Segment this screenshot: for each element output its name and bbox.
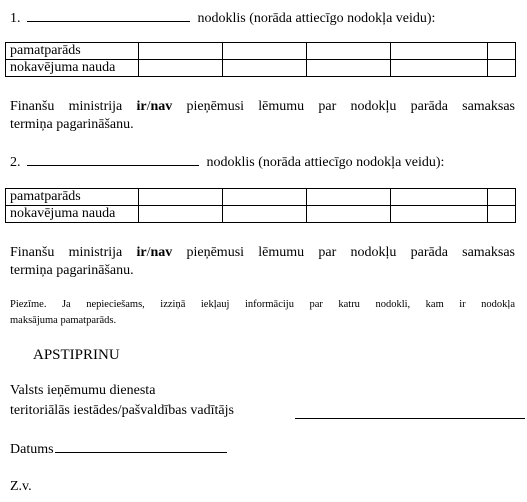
section-1-header [10, 9, 435, 27]
row-label-late-fee: nokavējuma nauda [6, 60, 139, 77]
table-cell[interactable] [223, 206, 307, 223]
table-cell[interactable] [391, 206, 488, 223]
approval-heading: APSTIPRINU [33, 347, 120, 363]
table-cell[interactable] [307, 60, 391, 77]
statement-line-1 [10, 244, 515, 262]
section-1-number: 1. [10, 11, 21, 26]
statement-line-2: termiņa pagarināšanu. [10, 117, 134, 132]
section-2-statement [10, 244, 515, 280]
statement-line-2: termiņa pagarināšanu. [10, 263, 134, 278]
table-cell[interactable] [488, 206, 516, 223]
table-cell[interactable] [139, 60, 223, 77]
table-cell[interactable] [139, 43, 223, 60]
section-2-header [10, 153, 444, 171]
table-row [6, 60, 516, 77]
signature-line[interactable] [295, 418, 525, 419]
statement-line-1 [10, 98, 515, 116]
option-separator: / [146, 245, 151, 260]
table-cell[interactable] [391, 43, 488, 60]
table-row [6, 43, 516, 60]
table-cell[interactable] [488, 43, 516, 60]
table-cell[interactable] [391, 189, 488, 206]
seal-label: Z.v. [10, 479, 32, 494]
table-cell[interactable] [488, 60, 516, 77]
option-nav: nav [150, 245, 173, 260]
date-blank[interactable] [55, 440, 227, 453]
table-cell[interactable] [223, 189, 307, 206]
section-2-tax-name-blank [27, 153, 199, 166]
statement-prefix: Finanšu ministrija [10, 245, 137, 260]
date-field [10, 440, 227, 458]
table-cell[interactable] [307, 206, 391, 223]
section-2-number: 2. [10, 155, 21, 170]
table-cell[interactable] [139, 189, 223, 206]
table-cell[interactable] [307, 189, 391, 206]
date-label: Datums [10, 442, 54, 457]
table-cell[interactable] [488, 189, 516, 206]
section-2-table [5, 188, 516, 223]
table-cell[interactable] [223, 60, 307, 77]
option-ir: ir [136, 99, 147, 114]
table-row [6, 206, 516, 223]
note-line-2: maksājuma pamatparāds. [10, 315, 117, 326]
authority-line-1: Valsts ieņēmumu dienesta [10, 383, 156, 398]
table-row [6, 189, 516, 206]
section-2-label: nodoklis (norāda attiecīgo nodokļa veidu): [206, 155, 445, 170]
note-line-1: Piezīme. Ja nepieciešams, izziņā iekļauj informāciju par katru nodokli, kam ir nodokļa [10, 299, 515, 310]
row-label-principal: pamatparāds [6, 43, 139, 60]
row-label-principal: pamatparāds [6, 189, 139, 206]
section-1-label: nodoklis (norāda attiecīgo nodokļa veidu): [197, 11, 436, 26]
table-cell[interactable] [307, 43, 391, 60]
authority-line-2: teritoriālās iestādes/pašvaldības vadītājs [10, 403, 234, 418]
option-nav: nav [150, 99, 173, 114]
row-label-late-fee: nokavējuma nauda [6, 206, 139, 223]
statement-suffix: pieņēmusi lēmumu par nodokļu parāda samaksas [172, 99, 516, 114]
table-cell[interactable] [223, 43, 307, 60]
section-1-statement [10, 98, 515, 134]
statement-suffix: pieņēmusi lēmumu par nodokļu parāda samaksas [172, 245, 516, 260]
option-separator: / [146, 99, 151, 114]
note [10, 297, 515, 329]
option-ir: ir [136, 245, 147, 260]
section-1-tax-name-blank [27, 9, 190, 22]
table-cell[interactable] [391, 60, 488, 77]
statement-prefix: Finanšu ministrija [10, 99, 137, 114]
table-cell[interactable] [139, 206, 223, 223]
section-1-table [5, 42, 516, 77]
